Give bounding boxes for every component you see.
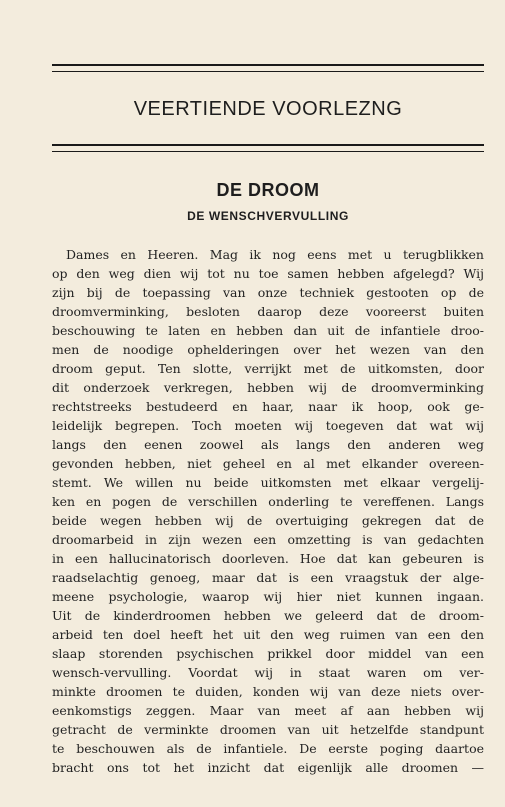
text-line: getracht de verminkte droomen van uit hetzelfde standpunt — [52, 722, 484, 737]
text-line: op den weg dien wij tot nu toe samen hebben afgelegd? Wij — [52, 266, 484, 281]
text-line: rechtstreeks bestudeerd en haar, naar ik hoop, ook ge- — [52, 399, 484, 414]
text-line: minkte droomen te duiden, konden wij van deze niets over- — [52, 684, 484, 699]
text-line: droomarbeid in zijn wezen een omzetting is van gedachten — [52, 532, 484, 547]
text-line: gevonden hebben, niet geheel en al met elkander overeen- — [52, 456, 484, 471]
text-line: beide wegen hebben wij de overtuiging gekregen dat de — [52, 513, 484, 528]
text-line: meene psychologie, waarop wij hier niet kunnen ingaan. — [52, 589, 484, 604]
text-line: wensch-vervulling. Voordat wij in staat waren om ver- — [52, 665, 484, 680]
text-line: te beschouwen als de infantiele. De eerste poging daartoe — [52, 741, 484, 756]
text-line: eenkomstigs zeggen. Maar van meet af aan hebben wij — [52, 703, 484, 718]
text-line: beschouwing te laten en hebben dan uit de infantiele droo- — [52, 323, 484, 338]
chapter-subtitle: DE WENSCHVERVULLING — [187, 209, 349, 223]
text-line: stemt. We willen nu beide uitkomsten met elkaar vergelij- — [52, 475, 484, 490]
lecture-title: VEERTIENDE VOORLEZNG — [133, 98, 403, 120]
text-line: droomverminking, besloten daarop deze vooreerst buiten — [52, 304, 484, 319]
text-line: arbeid ten doel heeft het uit den weg ruimen van een den — [52, 627, 484, 642]
text-line: raadselachtig genoeg, maar dat is een vraagstuk der alge- — [52, 570, 484, 585]
text-line: zijn bij de toepassing van onze techniek gestooten op de — [52, 285, 484, 300]
text-line: ken en pogen de verschillen onderling te vereffenen. Langs — [52, 494, 484, 509]
text-line: in een hallucinatorisch doorleven. Hoe dat kan gebeuren is — [52, 551, 484, 566]
text-line: men de noodige ophelderingen over het wezen van den — [52, 342, 484, 357]
text-line: dit onderzoek verkregen, hebben wij de droomverminking — [52, 380, 484, 395]
text-line: Dames en Heeren. Mag ik nog eens met u terugblikken — [66, 247, 484, 262]
middle-double-rule — [52, 144, 484, 152]
text-line: slaap storenden psychischen prikkel door middel van een — [52, 646, 484, 661]
text-line: bracht ons tot het inzicht dat eigenlijk alle droomen — — [52, 760, 484, 775]
text-line: leidelijk begrepen. Toch moeten wij toegeven dat wat wij — [52, 418, 484, 433]
text-line: langs den eenen zoowel als langs den anderen weg — [52, 437, 484, 452]
body-paragraph — [52, 245, 484, 777]
text-line: Uit de kinderdroomen hebben we geleerd dat de droom- — [52, 608, 484, 623]
text-line: droom geput. Ten slotte, verrijkt met de uitkomsten, door — [52, 361, 484, 376]
chapter-title: DE DROOM — [216, 180, 320, 200]
top-double-rule — [52, 64, 484, 72]
